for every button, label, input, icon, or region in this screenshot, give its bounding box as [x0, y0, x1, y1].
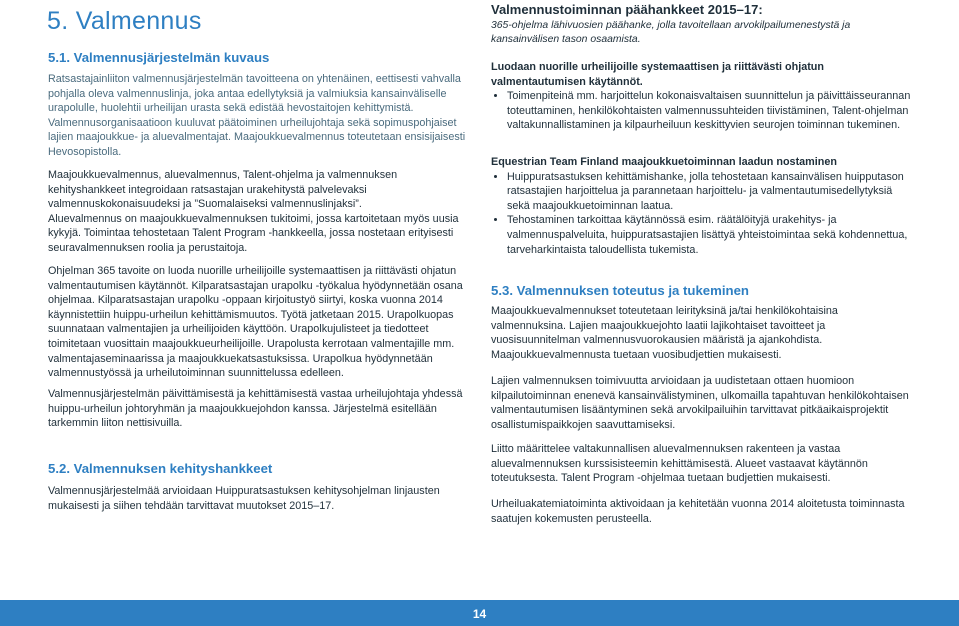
project-1-list	[491, 89, 911, 133]
intro-gray-text	[48, 72, 468, 160]
body-text-block-2	[48, 264, 468, 381]
paragraph: Valmennusjärjestelmän päivittämisestä ja kehittämisestä vastaa urheilujohtaja yhdessä huippu-urheilun johtoryhmän ja maajoukkuejohdon kanssa. Järjestelmä esitellään tarkemmin liiton nettisivuilla.	[48, 388, 463, 430]
project-2-list	[491, 170, 911, 258]
list-item: • Huippuratsastuksen kehittämishanke, jolla tehostetaan kansainvälisen huipputason ratsastajien harjoittelua ja parannetaan harjoittelu- ja valmentautumisedellytyksiä sekä maajoukkuetoiminnan laatua.	[507, 170, 911, 214]
page-number: 14	[472, 607, 487, 621]
section-5-1-heading: 5.1. Valmennusjärjestelmän kuvaus	[48, 50, 270, 65]
body-text-block-1	[48, 168, 468, 256]
paragraph: Ohjelman 365 tavoite on luoda nuorille urheilijoille systemaattisen ja riittävästi ohjatun valmentautumisen käytännöt. Kilparatsastajan urapolku -työkalua hyödynnetään osana ohjelmaa. Kilparatsastajan urapolku -oppaan kirjoitustyö siirtyi, koska vuonna 2014 käynnistettiin huippu-urheilun kehittämismuutos. Työtä jatketaan 2015. Urapolkuopas suunnataan valmentajien ja urheilijoiden käyttöön. Urapolkujulisteet ja tiedotteet toimitetaan vuosittain maajoukkueurheilijoille. Urapolusta kerrotaan valmentajille mm. valmentajaseminaarissa ja maajoukkuekatsastuksissa. Urapolkua hyödynnetään valmennustyössä ja urheilutoiminnan suunnittelussa edelleen.	[48, 265, 463, 380]
project-2-title: Equestrian Team Finland maajoukkuetoiminnan laadun nostaminen	[491, 156, 837, 168]
list-item: • Toimenpiteinä mm. harjoittelun kokonaisvaltaisen suunnittelun ja päivittäisseurannan toteuttaminen, henkilökohtaisten valmennussuhteiden tiivistäminen, Talent-ohjelman valtakunnallistaminen ja kilpaurheiluun keskittyvien seurojen toiminnan tukeminen.	[507, 89, 911, 133]
body-text-block-3	[48, 387, 468, 431]
paragraph: Maajoukkuevalmennus, aluevalmennus, Talent-ohjelma ja valmennuksen kehityshankkeet integroidaan ratsastajan urakehitystä palvelevaksi valmennuskokonaisuudeksi ja ”Suomalaiseksi valmennuslinjaksi”.	[48, 169, 398, 211]
section-5-2-heading: 5.2. Valmennuksen kehityshankkeet	[48, 461, 273, 476]
paragraph: Valmennusjärjestelmää arvioidaan Huippuratsastuksen kehitysohjelman linjausten mukaisesti ja siihen tehdään tarvittavat muutokset 2015–17.	[48, 485, 440, 512]
list-item: • Tehostaminen tarkoittaa käytännössä esim. räätälöityjä urakehitys- ja valmennuspalveluita, huippuratsastajien lisättyä yhteistoimintaa sekä kohdennettua, tarveharkintaista taloudellista tukemista.	[507, 213, 911, 257]
main-projects-heading: Valmennustoiminnan päähankkeet 2015–17:	[491, 2, 763, 17]
project-1	[491, 60, 911, 133]
section-5-3-p2: Lajien valmennuksen toimivuutta arvioidaan ja uudistetaan ottaen huomioon kilpailutoiminnan enenevä kansainvälistyminen, ulkomailla tapahtuvan henkilökohtaisen valmentautumisen lisääntyminen sekä arvokilpailuihin tarvittavat pitkäaikaisprojektit osallistumispaikkojen saavuttamiseksi.	[491, 375, 909, 431]
section-5-3-p3: Liitto määrittelee valtakunnallisen aluevalmennuksen rakenteen ja vastaa aluevalmennuksen kurssisisteemin kehittämisestä. Alueet vastaavat käytännön toteutuksesta. Talent Program -ohjelmaa tuetaan budjettien mukaisesti.	[491, 443, 868, 485]
project-1-title: Luodaan nuorille urheilijoille systemaattisen ja riittävästi ohjatun valmentautumisen käytännöt.	[491, 61, 824, 88]
section-5-3-p4: Urheiluakatemiatoiminta aktivoidaan ja kehitetään vuonna 2014 aloitetusta toiminnasta saatujen kokemusten perusteella.	[491, 498, 905, 525]
chapter-title: 5. Valmennus	[47, 7, 202, 35]
section-5-3-p1: Maajoukkuevalmennukset toteutetaan leirityksinä ja/tai henkilökohtaisina valmennuksina. Lajien maajoukkuejohto laatii lajikohtaiset tavoitteet ja vuosisuunnitelman valmennusvuorokausien määristä ja ajankohdista. Maajoukkuevalmennusta tuetaan vuosibudjettien mukaisesti.	[491, 305, 838, 361]
paragraph: Ratsastajainliiton valmennusjärjestelmän tavoitteena on yhtenäinen, eettisesti vahvalla pohjalla oleva valmennuslinja, joka antaa edellytyksiä ja valmiuksia kansainväliselle urapolulle, huolehtii urheilijan urasta sekä edistää hevostaitojen kehittymistä.	[48, 73, 461, 115]
program-365-intro: 365-ohjelma lähivuosien päähanke, jolla tavoitellaan arvokilpailumenestystä ja kansainvälisen tason osaamista.	[491, 20, 851, 46]
body-text-block-4	[48, 484, 468, 513]
paragraph: Aluevalmennus on maajoukkuevalmennuksen tukitoimi, jossa kartoitetaan myös uusia kykyjä. Toimintaa tehostetaan Talent Program -hankkeella, jossa nostetaan erityisesti seuravalmennuksen roolia ja perustaitoja.	[48, 212, 459, 254]
project-2	[491, 155, 911, 257]
paragraph: Valmennusorganisaatioon kuuluvat päätoiminen urheilujohtaja sekä sopimuspohjaiset lajien maajoukkue- ja aluevalmentajat. Maajoukkuevalmennus toteutetaan ensisijaisesti Hevosopistolla.	[48, 116, 466, 158]
section-5-3-heading: 5.3. Valmennuksen toteutus ja tukeminen	[491, 283, 749, 298]
